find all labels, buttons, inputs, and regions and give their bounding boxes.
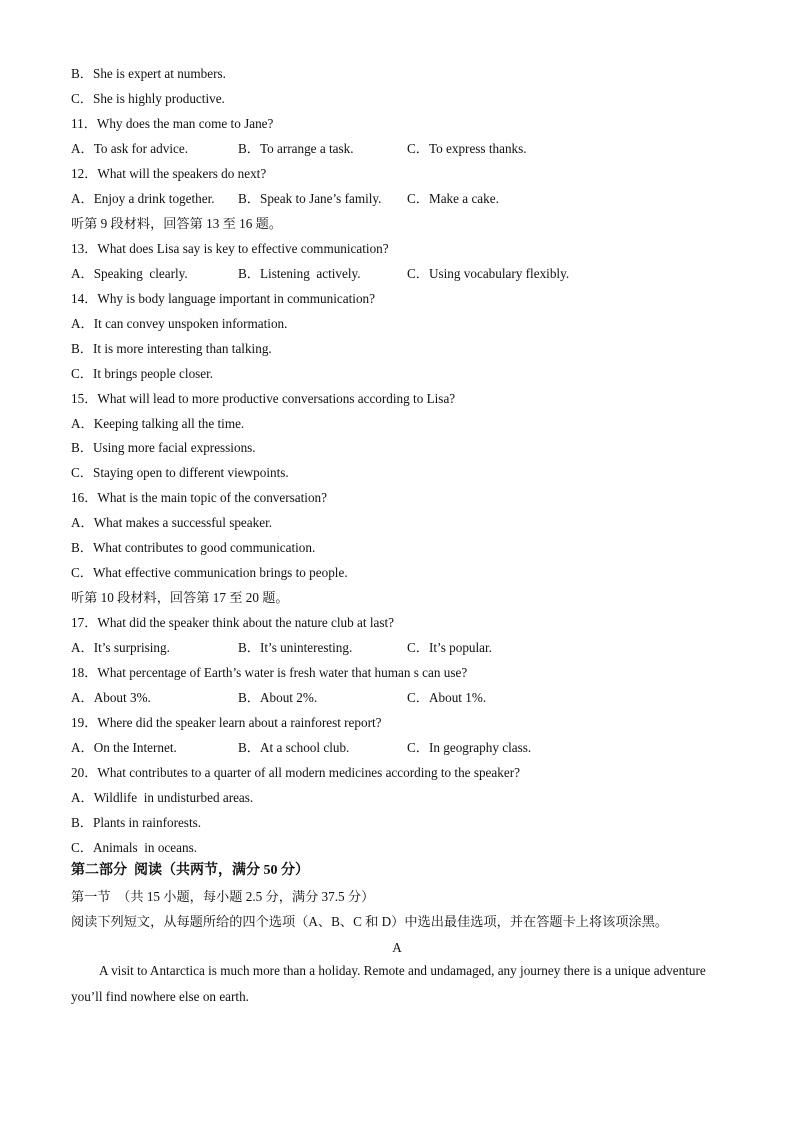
option-b: B．It’s uninteresting. (238, 640, 353, 655)
option-line: B．She is expert at numbers. (71, 66, 226, 81)
section-one-heading: 第一节 （共 15 小题，每小题 2.5 分，满分 37.5 分） (71, 889, 375, 904)
option-a: A．It’s surprising. (71, 640, 170, 655)
option-b: B．To arrange a task. (238, 141, 354, 156)
question-20: 20．What contributes to a quarter of all modern medicines according to the speaker? (71, 765, 520, 780)
question-15: 15．What will lead to more productive conversations according to Lisa? (71, 391, 456, 406)
option-c: C．Staying open to different viewpoints. (71, 465, 289, 480)
option-a: A．On the Internet. (71, 740, 177, 755)
option-c: C．In geography class. (407, 740, 532, 755)
question-11: 11．Why does the man come to Jane? (71, 116, 274, 131)
option-c: C．It brings people closer. (71, 366, 214, 381)
option-b: B．What contributes to good communication. (71, 540, 316, 555)
option-a: A．It can convey unspoken information. (71, 316, 288, 331)
option-b: B．Speak to Jane’s family. (238, 191, 382, 206)
option-c: C．It’s popular. (407, 640, 492, 655)
option-a: A．To ask for advice. (71, 141, 188, 156)
question-18: 18．What percentage of Earth’s water is fresh water that human s can use? (71, 665, 468, 680)
option-c: C．Animals in oceans. (71, 840, 197, 855)
option-a: A．Keeping talking all the time. (71, 416, 245, 431)
option-b: B．At a school club. (238, 740, 350, 755)
option-b: B．Using more facial expressions. (71, 440, 256, 455)
option-c: C．Using vocabulary flexibly. (407, 266, 570, 281)
option-line: C．She is highly productive. (71, 91, 225, 106)
option-a: A．About 3%. (71, 690, 151, 705)
option-b: B．About 2%. (238, 690, 318, 705)
option-a: A．Speaking clearly. (71, 266, 188, 281)
section-heading-9: 听第 9 段材料，回答第 13 至 16 题。 (71, 216, 282, 231)
option-a: A．Enjoy a drink together. (71, 191, 215, 206)
option-b: B．Plants in rainforests. (71, 815, 202, 830)
option-c: C．To express thanks. (407, 141, 527, 156)
section-heading-10: 听第 10 段材料，回答第 17 至 20 题。 (71, 590, 289, 605)
question-17: 17．What did the speaker think about the nature club at last? (71, 615, 394, 630)
passage-label: A (392, 940, 402, 955)
question-16: 16．What is the main topic of the conversation? (71, 490, 327, 505)
question-13: 13．What does Lisa say is key to effective communication? (71, 241, 389, 256)
question-14: 14．Why is body language important in communication? (71, 291, 375, 306)
option-b: B．It is more interesting than talking. (71, 341, 272, 356)
passage-text: A visit to Antarctica is much more than a holiday. Remote and undamaged, any journey there is a unique adventure you’ll find nowhere else on earth. (71, 963, 706, 1004)
option-b: B．Listening actively. (238, 266, 361, 281)
question-19: 19．Where did the speaker learn about a rainforest report? (71, 715, 382, 730)
option-a: A．Wildlife in undisturbed areas. (71, 790, 254, 805)
part-two-heading: 第二部分 阅读（共两节，满分 50 分） (71, 863, 309, 878)
option-a: A．What makes a successful speaker. (71, 515, 273, 530)
question-12: 12．What will the speakers do next? (71, 166, 267, 181)
option-c: C．Make a cake. (407, 191, 499, 206)
instructions: 阅读下列短文，从每题所给的四个选项（A、B、C 和 D）中选出最佳选项，并在答题卡上将该项涂黑。 (71, 914, 669, 929)
option-c: C．About 1%. (407, 690, 487, 705)
option-c: C．What effective communication brings to people. (71, 565, 348, 580)
